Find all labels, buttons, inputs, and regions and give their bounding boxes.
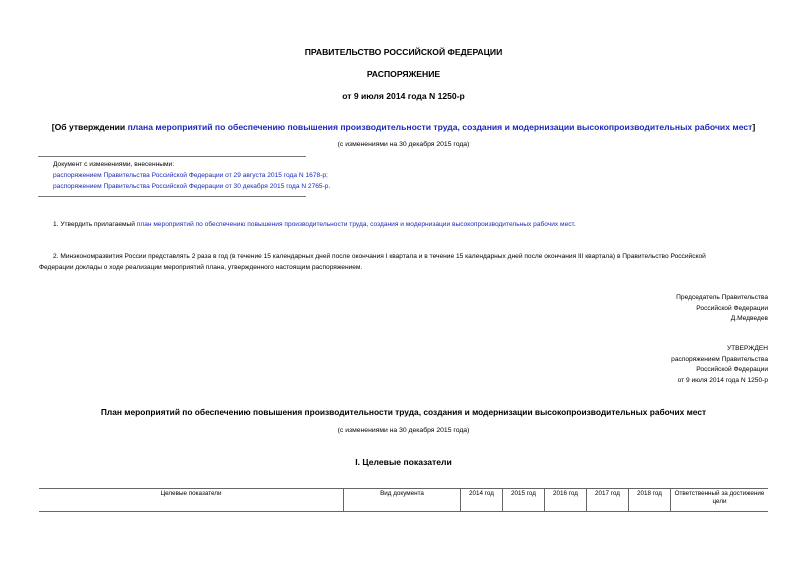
signature-block bbox=[676, 293, 768, 325]
changes-note: (с изменениями на 30 декабря 2015 года) bbox=[337, 141, 470, 148]
amendments-top-rule bbox=[38, 156, 306, 157]
col-header-2014: 2014 год bbox=[461, 489, 503, 512]
document-date-number: от 9 июля 2014 года N 1250-р bbox=[342, 91, 465, 101]
paragraph-2-line-2: Федерации доклады о ходе реализации мероприятий плана, утвержденного настоящим распоряжением. bbox=[39, 264, 363, 271]
para1-end: . bbox=[573, 221, 576, 228]
government-heading: ПРАВИТЕЛЬСТВО РОССИЙСКОЙ ФЕДЕРАЦИИ bbox=[304, 47, 503, 57]
col-header-2017: 2017 год bbox=[587, 489, 629, 512]
col-header-2016: 2016 год bbox=[545, 489, 587, 512]
amendment-link-2[interactable]: распоряжением Правительства Российской Федерации от 30 декабря 2015 года N 2765-р. bbox=[53, 183, 331, 190]
col-header-responsible: Ответственный за достижение цели bbox=[671, 489, 769, 512]
document-type: РАСПОРЯЖЕНИЕ bbox=[366, 69, 441, 79]
paragraph-2-line-1: 2. Минэкономразвития России представлять 2 раза в год (в течение 15 календарных дней после окончания I квартала и в течение 15 календарных дней после окончания III квартала) в Правительство Российской bbox=[53, 253, 706, 260]
signature-line-3: Д.Медведев bbox=[730, 315, 768, 323]
table-header-row bbox=[39, 489, 768, 512]
amendment-link-1[interactable]: распоряжением Правительства Российской Федерации от 29 августа 2015 года N 1678-р; bbox=[53, 172, 328, 179]
signature-line-1: Председатель Правительства bbox=[676, 294, 768, 301]
plan-title: План мероприятий по обеспечению повышения производительности труда, создания и модернизации высокопроизводительных рабочих мест bbox=[100, 407, 707, 417]
title-link[interactable]: плана мероприятий по обеспечению повышения производительности труда, создания и модернизации высокопроизводительных рабочих мест bbox=[127, 122, 753, 132]
approval-block bbox=[671, 344, 768, 386]
plan-changes-note: (с изменениями на 30 декабря 2015 года) bbox=[337, 427, 470, 434]
amendments-bottom-rule bbox=[38, 196, 306, 197]
paragraph-1 bbox=[53, 219, 576, 231]
approval-line-2: распоряжением Правительства bbox=[671, 355, 768, 363]
title-open: [Об утверждении bbox=[51, 122, 128, 132]
signature-line-2: Российской Федерации bbox=[696, 304, 768, 312]
col-header-2018: 2018 год bbox=[629, 489, 671, 512]
para1-text: 1. Утвердить прилагаемый bbox=[53, 221, 137, 228]
col-header-indicators: Целевые показатели bbox=[160, 490, 222, 497]
col-header-doc-type: Вид документа bbox=[344, 489, 461, 512]
col-header-2015: 2015 год bbox=[503, 489, 545, 512]
amendments-intro: Документ с изменениями, внесенными: bbox=[53, 161, 175, 168]
document-title bbox=[0, 122, 807, 132]
para1-plan-link[interactable]: план мероприятий по обеспечению повышения производительности труда, создания и модернизации высокопроизводительных рабочих мест bbox=[136, 221, 574, 228]
approval-line-4: от 9 июля 2014 года N 1250-р bbox=[677, 376, 768, 384]
title-close: ] bbox=[752, 122, 756, 132]
approval-line-3: Российской Федерации bbox=[696, 366, 768, 374]
targets-table bbox=[39, 488, 768, 512]
section-heading: I. Целевые показатели bbox=[355, 457, 452, 467]
approval-line-1: УТВЕРЖДЕН bbox=[726, 345, 768, 352]
